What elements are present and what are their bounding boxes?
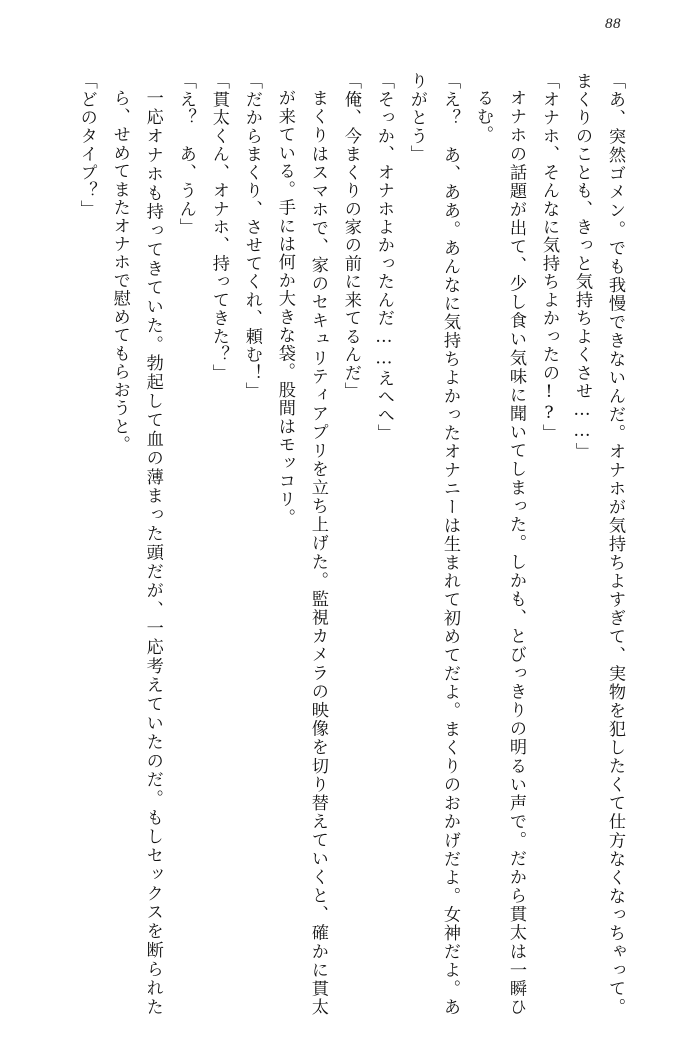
paragraph: 「だからまくり、させてくれ、頼む！」 — [241, 72, 262, 401]
paragraph: まくりはスマホで、家のセキュリティアプリを立ち上げた。監視カメラの映像を切り替えていくと、確かに貫太が来ている。手には何か大きな袋。股間はモッコリ。 — [274, 89, 328, 1016]
paragraph: 「そっか、オナホよかったんだ……えへへ」 — [373, 72, 394, 443]
paragraph: 「どのタイプ？」 — [76, 72, 97, 218]
paragraph: 「貫太くん、オナホ、持ってきた？」 — [208, 72, 229, 382]
paragraph: 「え？ あ、うん」 — [175, 72, 196, 237]
page-body-text — [40, 72, 631, 1016]
page-number: 88 — [605, 16, 621, 32]
paragraph: オナホの話題が出て、少し食い気味に聞いてしまった。しかも、とびっきりの明るい声で。だから貫太は一瞬ひるむ。 — [472, 89, 526, 1016]
paragraph: 「オナホ、そんなに気持ちよかったの!?」 — [538, 72, 559, 443]
paragraph: 「あ、突然ゴメン。でも我慢できないんだ。オナホが気持ちよすぎて、実物を犯したくて仕方なくなっちゃって。まくりのことも、きっと気持ちよくさせ……」 — [571, 72, 625, 1016]
paragraph: 「え？ あ、ああ。あんなに気持ちよかったオナニーは生まれて初めてだよ。まくりのおかげだよ。女神だよ。ありがとう」 — [406, 72, 460, 1016]
paragraph: 一応オナホも持ってきていた。勃起して血の薄まった頭だが、一応考えていたのだ。もしセックスを断られたら、せめてまたオナホで慰めてもらおうと。 — [109, 89, 163, 1016]
paragraph: 「俺、今まくりの家の前に来てるんだ」 — [340, 72, 361, 401]
